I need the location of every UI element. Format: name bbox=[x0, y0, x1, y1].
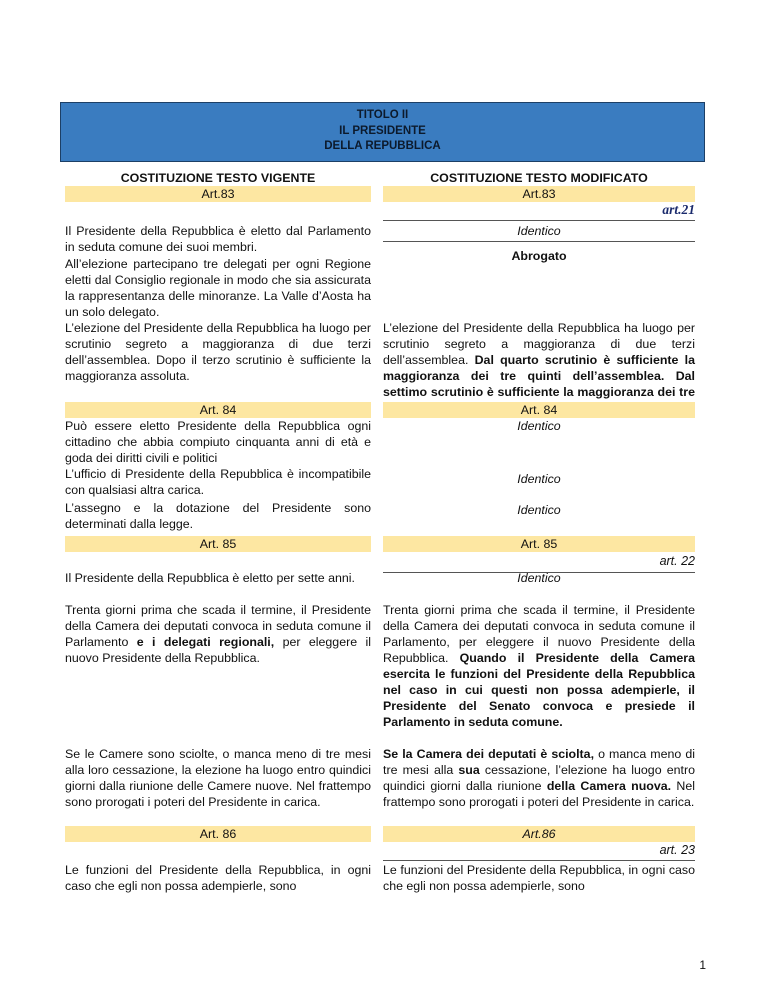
art85-p3-right-e: della Camera nuova. bbox=[546, 779, 672, 793]
art85-p3-right-c: sua bbox=[458, 763, 480, 777]
art85-p2-left-a: Trenta giorni prima che scada il termine, il Presidente della Camera dei deputati convoca in seduta comune il Parlamento bbox=[65, 603, 371, 649]
page-number: 1 bbox=[699, 958, 706, 972]
art85-p3-right-d: cessazione, l’elezione ha luogo entro quindici giorni dalla riunione bbox=[383, 763, 695, 793]
art85-p2-right-b: Quando il Presidente della Camera esercita le funzioni del Presidente della Repubblica nel caso in cui questi non possa adempierle, il Presidente del Senato convoca e presiede il Parlamento in seduta comune. bbox=[383, 651, 695, 729]
art85-p2-left-b: e i delegati regionali, bbox=[136, 635, 275, 649]
divider bbox=[383, 241, 695, 242]
divider bbox=[383, 220, 695, 221]
art85-p2-right bbox=[383, 602, 695, 730]
art84-p3-left: L’assegno e la dotazione del Presidente sono determinati dalla legge. bbox=[65, 501, 371, 531]
art85-p1-right: Identico bbox=[517, 571, 561, 585]
art83-label-right: Art.83 bbox=[383, 186, 695, 202]
art83-p3-left: L’elezione del Presidente della Repubblica ha luogo per scrutinio segreto a maggioranza di due terzi dell’assemblea. Dopo il terzo scrutinio è sufficiente la maggioranza assoluta. bbox=[65, 321, 371, 383]
art85-ref: art. 22 bbox=[659, 554, 695, 568]
art85-label-left: Art. 85 bbox=[65, 536, 371, 552]
art83-ref: art.21 bbox=[662, 202, 695, 217]
art84-p2-right: Identico bbox=[517, 472, 561, 486]
art86-label-right: Art.86 bbox=[383, 826, 695, 842]
art85-p3-right-b: o manca meno di tre mesi alla bbox=[383, 747, 695, 777]
art85-p2-left bbox=[65, 602, 371, 666]
art84-label-right: Art. 84 bbox=[383, 402, 695, 418]
art86-ref: art. 23 bbox=[659, 843, 695, 857]
art83-p2-left: All’elezione partecipano tre delegati per ogni Regione eletti dal Consiglio regionale in modo che sia assicurata la rappresentanza delle minoranze. La Valle d’Aosta ha un solo delegato. bbox=[65, 257, 371, 319]
art84-label-left: Art. 84 bbox=[65, 402, 371, 418]
art83-p1-left: Il Presidente della Repubblica è eletto dal Parlamento in seduta comune dei suoi membri. bbox=[65, 224, 371, 254]
title-line-2: IL PRESIDENTE bbox=[339, 124, 426, 137]
art84-p1-right: Identico bbox=[517, 419, 561, 433]
art86-label-left: Art. 86 bbox=[65, 826, 371, 842]
title-line-3: DELLA REPUBBLICA bbox=[324, 140, 441, 152]
art84-p1-left: Può essere eletto Presidente della Repubblica ogni cittadino che abbia compiuto cinquanta anni di età e goda dei diritti civili e politici bbox=[65, 419, 371, 465]
art83-label-left: Art.83 bbox=[65, 186, 371, 202]
divider bbox=[383, 860, 695, 861]
art84-p2-left: L’ufficio di Presidente della Repubblica è incompatibile con qualsiasi altra carica. bbox=[65, 467, 371, 497]
art85-p3-right-f: Nel frattempo sono prorogati i poteri del Presidente in carica. bbox=[383, 779, 695, 809]
art85-p1-left: Il Presidente della Repubblica è eletto per sette anni. bbox=[65, 571, 355, 585]
art86-p1-right: Le funzioni del Presidente della Repubblica, in ogni caso che egli non possa adempierle, sono bbox=[383, 863, 695, 893]
header-left: COSTITUZIONE TESTO VIGENTE bbox=[120, 171, 316, 185]
art85-p3-right bbox=[383, 746, 695, 810]
art84-p3-right: Identico bbox=[517, 503, 561, 517]
title-line-1: TITOLO II bbox=[356, 109, 409, 121]
art83-p1-right: Identico bbox=[517, 224, 561, 238]
art83-p2-right: Abrogato bbox=[511, 249, 567, 263]
art83-p3-right-bold: Dal quarto scrutinio è sufficiente la maggioranza dei tre quinti dell’assemblea. Dal settimo scrutinio è sufficiente la maggioranza dei tre bbox=[383, 353, 695, 399]
art85-p3-left: Se le Camere sono sciolte, o manca meno di tre mesi alla loro cessazione, la elezione ha luogo entro quindici giorni dalla riunione delle Camere nuove. Nel frattempo sono prorogati i poteri del Presidente in carica. bbox=[65, 747, 371, 809]
header-right: COSTITUZIONE TESTO MODIFICATO bbox=[430, 171, 648, 185]
art85-label-right: Art. 85 bbox=[383, 536, 695, 552]
art85-p3-right-a: Se la Camera dei deputati è sciolta, bbox=[383, 747, 595, 761]
art85-p2-left-c: per eleggere il nuovo Presidente della Repubblica. bbox=[65, 635, 372, 665]
art83-p3-right-plain: L’elezione del Presidente della Repubblica ha luogo per scrutinio segreto a maggioranza di due terzi dell’assemblea. bbox=[383, 321, 695, 367]
title-box bbox=[60, 102, 705, 162]
art86-p1-left: Le funzioni del Presidente della Repubblica, in ogni caso che egli non possa adempierle, sono bbox=[65, 863, 371, 893]
art85-p2-right-a: Trenta giorni prima che scada il termine, il Presidente della Camera dei deputati convoca in seduta comune il Parlamento, per eleggere il nuovo Presidente della Repubblica. bbox=[383, 603, 695, 665]
